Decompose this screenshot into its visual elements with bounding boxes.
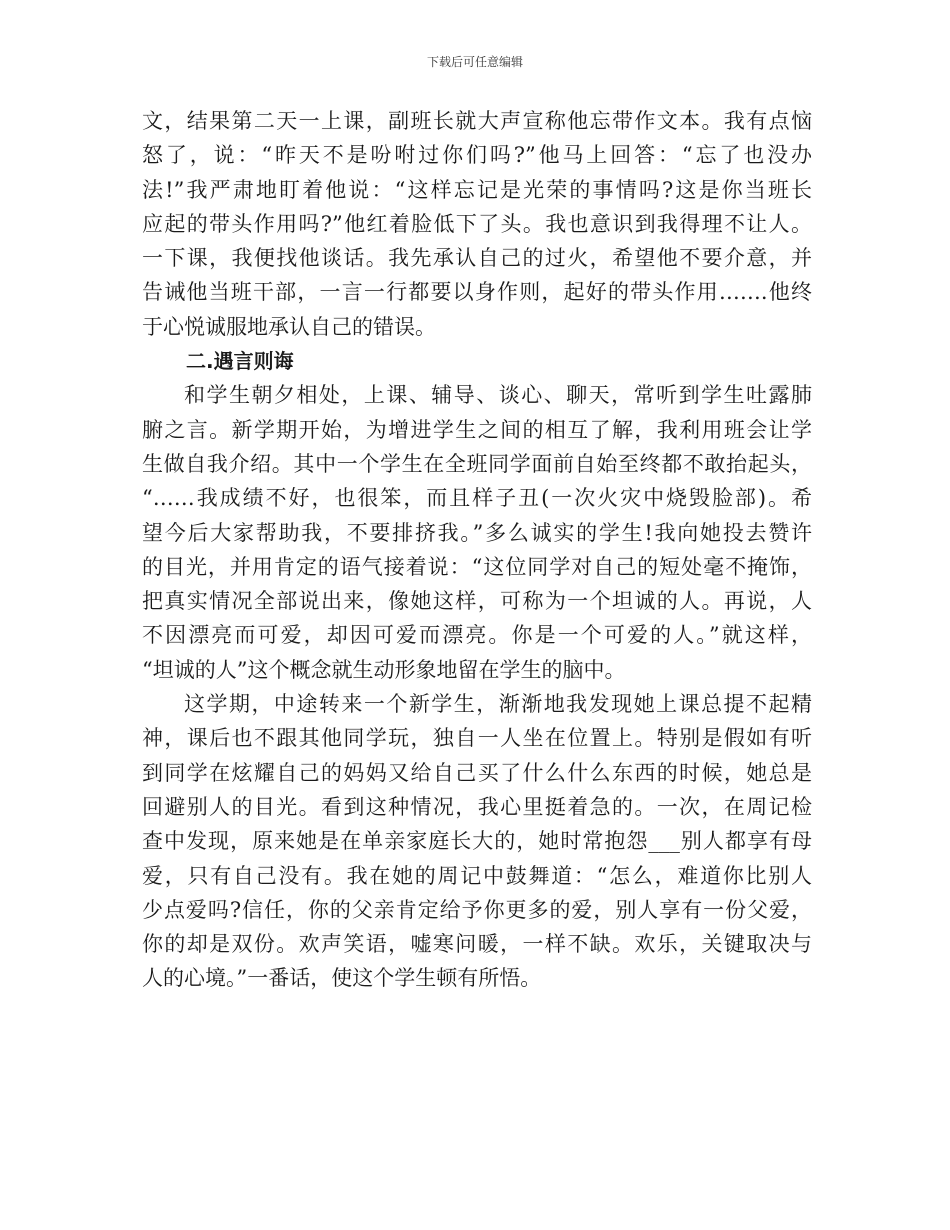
text-line: 不因漂亮而可爱，却因可爱而漂亮。你是一个可爱的人。”就这样， [142,623,812,648]
text-line: 应起的带头作用吗?”他红着脸低下了头。我也意识到我得理不让人。 [142,211,812,236]
text-line: 和学生朝夕相处，上课、辅导、谈心、聊天，常听到学生吐露肺 [184,383,812,408]
text-line: 到同学在炫耀自己的妈妈又给自己买了什么什么东西的时候，她总是 [142,760,812,785]
text-line: 法!”我严肃地盯着他说：“这样忘记是光荣的事情吗?这是你当班长 [142,177,812,202]
text-line: 怒了，说：“昨天不是吩咐过你们吗?”他马上回答：“忘了也没办 [142,143,812,168]
section-heading: 二.遇言则诲 [186,349,294,374]
text-line: 一下课，我便找他谈话。我先承认自己的过火，希望他不要介意，并 [142,246,812,271]
text-line: 查中发现，原来她是在单亲家庭长大的，她时常抱怨___别人都享有母 [142,829,812,854]
text-line: 少点爱吗?信任，你的父亲肯定给予你更多的爱，别人享有一份父爱， [142,897,812,922]
text-line: “……我成绩不好，也很笨，而且样子丑(一次火灾中烧毁脸部)。希 [142,486,812,511]
text-line: “坦诚的人”这个概念就生动形象地留在学生的脑中。 [142,657,626,682]
paragraph-1 [142,104,812,344]
text-line: 爱，只有自己没有。我在她的周记中鼓舞道：“怎么，难道你比别人 [142,863,812,888]
text-line: 的目光，并用肯定的语气接着说：“这位同学对自己的短处毫不掩饰， [142,554,812,579]
document-body [142,104,812,996]
text-line: 告诫他当班干部，一言一行都要以身作则，起好的带头作用…….他终 [142,280,812,305]
text-line: 文，结果第二天一上课，副班长就大声宣称他忘带作文本。我有点恼 [142,109,812,133]
paragraph-3 [142,687,812,996]
text-line: 腑之言。新学期开始，为增进学生之间的相互了解，我利用班会让学 [142,417,812,442]
text-line: 生做自我介绍。其中一个学生在全班同学面前自始至终都不敢抬起头， [142,451,812,476]
text-line: 人的心境。”一番话，使这个学生顿有所悟。 [142,966,542,991]
text-line: 回避别人的目光。看到这种情况，我心里挺着急的。一次，在周记检 [142,794,812,819]
text-line: 于心悦诚服地承认自己的错误。 [142,314,436,339]
text-line: 把真实情况全部说出来，像她这样，可称为一个坦诚的人。再说，人 [142,589,812,614]
page-header-note: 下载后可任意编辑 [426,55,523,69]
text-line: 你的却是双份。欢声笑语，嘘寒问暖，一样不缺。欢乐，关键取决与 [142,932,812,957]
text-line: 这学期，中途转来一个新学生，渐渐地我发现她上课总提不起精 [184,692,812,717]
text-line: 神，课后也不跟其他同学玩，独自一人坐在位置上。特别是假如有听 [142,726,812,751]
paragraph-2 [142,378,812,687]
text-line: 望今后大家帮助我，不要排挤我。”多么诚实的学生!我向她投去赞许 [142,520,812,545]
